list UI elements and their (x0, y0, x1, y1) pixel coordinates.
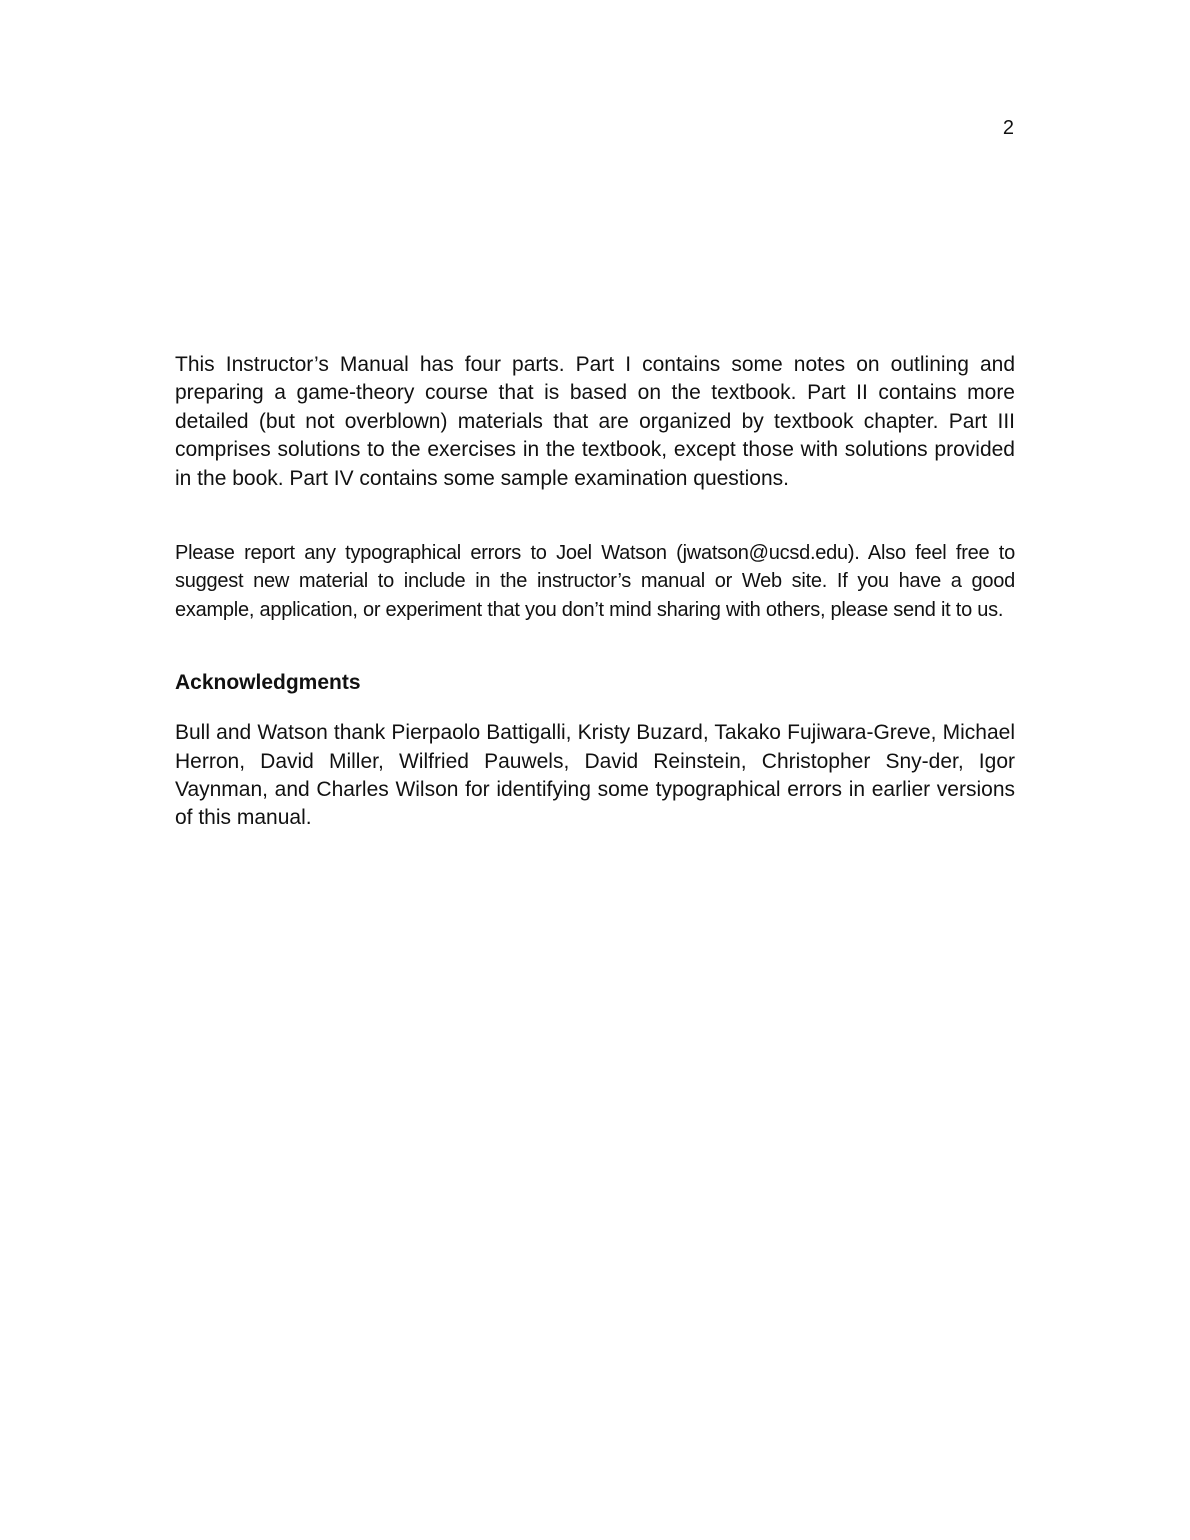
page-content (175, 351, 1015, 833)
acknowledgments-paragraph: Bull and Watson thank Pierpaolo Battigalli, Kristy Buzard, Takako Fujiwara-Greve, Michael Herron, David Miller, Wilfried Pauwels, David Reinstein, Christopher Sny-der, Igor Vaynman, and Charles Wilson for identifying some typographical errors in earlier versions of this manual. (175, 721, 1015, 830)
page-number: 2 (1002, 117, 1014, 139)
intro-paragraph: This Instructor’s Manual has four parts. Part I contains some notes on outlining and preparing a game-theory course that is based on the textbook. Part II contains more detailed (but not overblown) materials that are organized by textbook chapter. Part III comprises solutions to the exercises in the textbook, except those with solutions provided in the book. Part IV contains some sample examination questions. (175, 353, 1015, 490)
report-errors-paragraph: Please report any typographical errors to Joel Watson (jwatson@ucsd.edu). Also feel free to suggest new material to include in the instructor’s manual or Web site. If you have a good example, application, or experiment that you don’t mind sharing with others, please send it to us. (175, 542, 1015, 621)
acknowledgments-heading: Acknowledgments (175, 671, 361, 695)
